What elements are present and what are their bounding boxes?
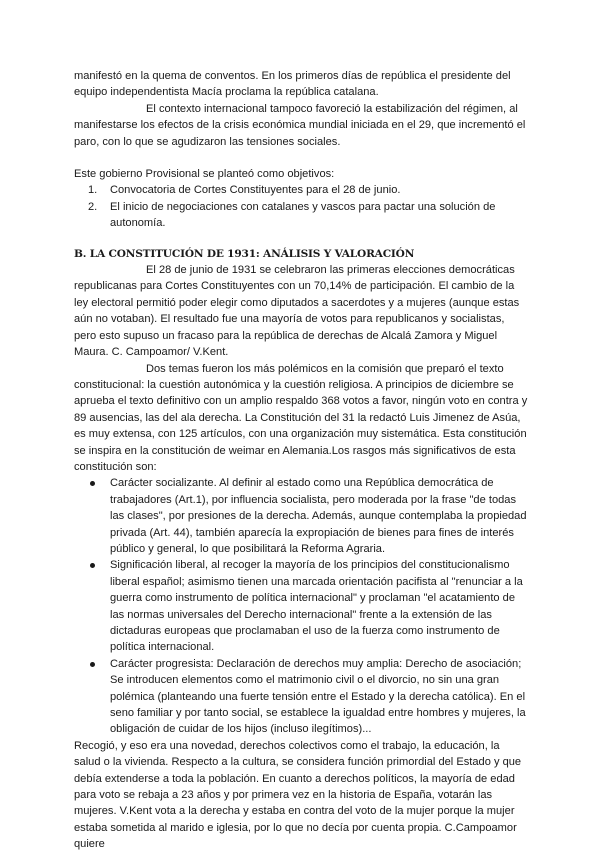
list-item: [74, 199, 528, 232]
list-item: [74, 557, 528, 655]
bullet-icon: [90, 481, 95, 486]
traits-list: [74, 475, 528, 738]
list-item-text: Significación liberal, al recoger la mayoría de los principios del constitucionalismo liberal español; asimismo tienen una marcada orientación pacifista al "renunciar a la guerra como instrumento de política internacional" y proclaman "el acatamiento de las normas universales del Derecho internacional" frente a la extensión de las dictaduras europeas que proclamaban el uso de la fuerza como instrumento de política internacional.: [110, 559, 523, 654]
list-item-text: Carácter progresista: Declaración de derechos muy amplia: Derecho de asociación; Se introducen elementos como el matrimonio civil o el divorcio, no sin una gran polémica (planteando una fuerte tensión entre el Estado y la derecha católica). En el seno familiar y por tanto social, se establece la igualdad entre hombres y mujeres, la obligación de cuidar de los hijos (incluso ilegítimos)...: [110, 657, 526, 736]
bullet-icon: [90, 563, 95, 568]
list-item-text: El inicio de negociaciones con catalanes y vascos para pactar una solución de autonomía.: [110, 200, 496, 230]
list-item: [74, 475, 528, 557]
constitution-paragraph: Dos temas fueron los más polémicos en la comisión que preparó el texto constitucional: la cuestión autonómica y la cuestión religiosa. A principios de diciembre se aprueba el texto definitivo con un amplio respaldo 368 votos a favor, ningún voto en contra y 89 ausencias, las del ala derecha. La Constitución del 31 la redactó Luis Jimenez de Asúa, es muy extensa, con 125 artículos, con una organización muy sistemática. Esta constitución se inspira en la constitución de weimar en Alemania.Los rasgos más significativos de esta constitución son:: [74, 362, 528, 473]
spacer: [74, 150, 528, 166]
objectives-intro: Este gobierno Provisional se planteó como objetivos:: [74, 168, 335, 181]
list-item: [74, 656, 528, 738]
list-number: 1.: [88, 184, 98, 197]
list-item-text: Carácter socializante. Al definir al estado como una República democrática de trabajadores (Art.1), por influencia socialista, pero moderada por la frase "de todas las clases", por presiones de la derecha. Además, aunque contemplaba la propiedad privada (Art. 44), también aparecía la expropiación de bienes para fines de interés público y general, lo que posibilitará la Reforma Agraria.: [110, 477, 527, 555]
list-number: 2.: [88, 200, 98, 213]
section-heading: B. LA CONSTITUCIÓN DE 1931: ANÁLISIS Y VALORACIÓN: [74, 247, 415, 260]
intro-paragraph: manifestó en la quema de conventos. En los primeros días de república el presidente del equipo independentista Macía proclama la república catalana.: [74, 70, 511, 99]
objectives-list: [74, 182, 528, 231]
page-content: [74, 68, 528, 853]
rights-paragraph: Recogió, y eso era una novedad, derechos colectivos como el trabajo, la educación, la salud o la vivienda. Respecto a la cultura, se considera función primordial del Estado y que debía extenderse a toda la población. En cuanto a derechos políticos, la mayoría de edad para voto se rebaja a 23 años y por primera vez en la historia de España, votarán las mujeres. V.Kent vota a la derecha y estaba en contra del voto de la mujer porque la mujer estaba sometida al marido e iglesia, por lo que no decía por cuenta propia. C.Campoamor quiere: [74, 739, 522, 851]
list-item-text: Convocatoria de Cortes Constituyentes para el 28 de junio.: [110, 184, 401, 197]
bullet-icon: [90, 662, 95, 667]
elections-paragraph: El 28 de junio de 1931 se celebraron las primeras elecciones democráticas republicanas para Cortes Constituyentes con un 70,14% de participación. El cambio de la ley electoral permitió poder elegir como diputados a sacerdotes y a mujeres (aunque estas aún no votaban). El resultado fue una mayoría de votos para republicanos y socialistas, pero esto supuso un fracaso para la república de derechas de Alcalá Zamora y Miguel Maura. C. Campoamor/ V.Kent.: [74, 264, 520, 359]
spacer: [74, 232, 528, 246]
context-paragraph: El contexto internacional tampoco favoreció la estabilización del régimen, al manifestarse los efectos de la crisis económica mundial iniciada en el 29, que incrementó el paro, con lo que se agudizaron las tensiones sociales.: [74, 102, 526, 148]
list-item: [74, 182, 528, 198]
